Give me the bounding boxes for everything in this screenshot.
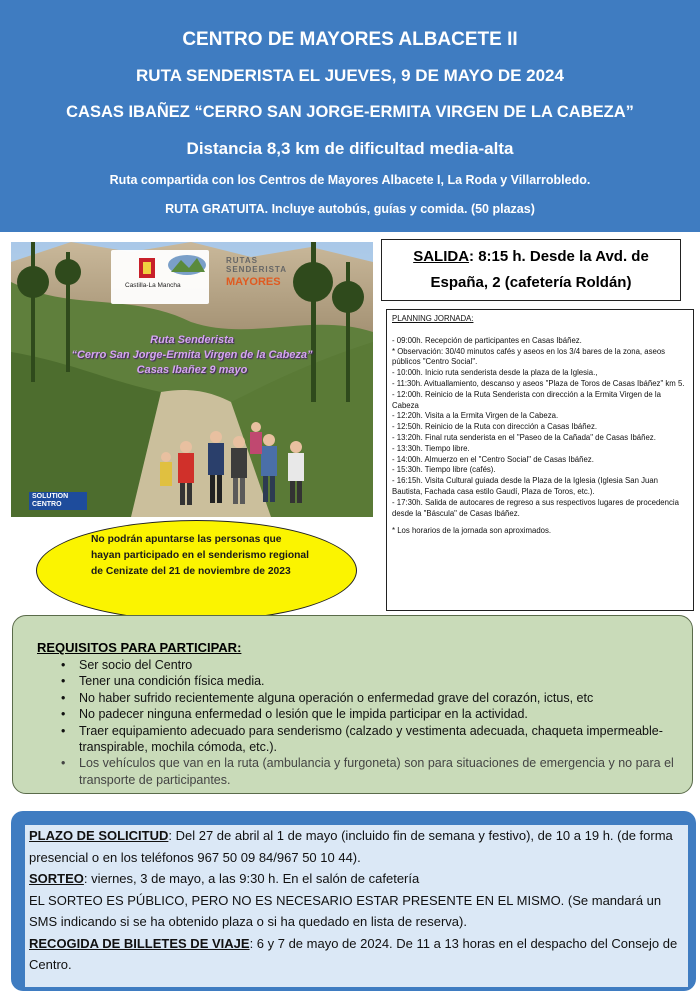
requirement-item: • Los vehículos que van en la ruta (ambulancia y furgoneta) son para situaciones de emergencia y no para el transporte de participantes. bbox=[57, 755, 687, 788]
requirement-item: • Ser socio del Centro bbox=[57, 657, 687, 673]
draw-info bbox=[29, 868, 689, 890]
free-route-text: RUTA GRATUITA. Incluye autobús, guías y comida. (50 plazas) bbox=[165, 202, 535, 216]
planning-item: * Observación: 30/40 minutos cafés y aseos en los 3/4 bares de la zona, aseos públicos "Centro Social". bbox=[392, 346, 666, 367]
ticket-pickup-label: RECOGIDA DE BILLETES DE VIAJE bbox=[29, 935, 250, 951]
route-name-title: CASAS IBAÑEZ “CERRO SAN JORGE-ERMITA VIRGEN DE LA CABEZA” bbox=[66, 103, 634, 121]
planning-note: * Los horarios de la jornada son aproximados. bbox=[392, 526, 552, 536]
logo-rutas-word: RUTAS bbox=[226, 256, 258, 265]
application-info-text bbox=[29, 825, 689, 976]
restriction-notice bbox=[36, 520, 357, 621]
rutas-mountain-logo-icon bbox=[167, 254, 207, 276]
shared-route-text: Ruta compartida con los Centros de Mayores Albacete I, La Roda y Villarrobledo. bbox=[109, 173, 591, 187]
requirement-item: • Tener una condición física media. bbox=[57, 673, 687, 689]
application-info-inner bbox=[25, 825, 688, 987]
castilla-la-mancha-logo-text: Castilla-La Mancha bbox=[125, 282, 181, 289]
planning-item: - 17:30h. Salida de autocares de regreso a sus respectivos lugares de procedencia desde la "Báscula" de Casas Ibáñez. bbox=[392, 497, 679, 518]
requirements-list bbox=[57, 657, 687, 788]
header-banner bbox=[0, 0, 700, 232]
requirement-item: • No padecer ninguna enfermedad o lesión que le impida participar en la actividad. bbox=[57, 706, 687, 722]
rutas-senderista-logo bbox=[226, 256, 306, 288]
requirement-item: • Traer equipamiento adecuado para senderismo (calzado y vestimenta adecuada, chaqueta impermeable-transpirable, mochila cómoda, etc.). bbox=[57, 723, 687, 756]
departure-line2: España, 2 (cafetería Roldán) bbox=[430, 274, 632, 291]
route-date-title: RUTA SENDERISTA EL JUEVES, 9 DE MAYO DE 2024 bbox=[136, 66, 564, 85]
draw-public-note: EL SORTEO ES PÚBLICO, PERO NO ES NECESARIO ESTAR PRESENTE EN EL MISMO. (Se mandará un SMS indicando si se ha obtenido plaza o si ha quedado en lista de reserva). bbox=[29, 892, 662, 929]
planning-item: - 12:20h. Visita a la Ermita Virgen de la Cabeza. bbox=[392, 411, 559, 421]
requirement-item: • No haber sufrido recientemente alguna operación o enfermedad grave del corazón, ictus, etc bbox=[57, 690, 687, 706]
hiking-photo bbox=[11, 242, 373, 517]
planning-item: - 11:30h. Avituallamiento, descanso y aseos "Plaza de Toros de Casas Ibáñez" km 5. bbox=[392, 378, 685, 388]
photo-overlay-line1: Ruta Senderista bbox=[150, 334, 234, 346]
application-deadline bbox=[29, 825, 689, 868]
deadline-text: : Del 27 de abril al 1 de mayo (incluido fin de semana y festivo), de 10 a 19 h. (de forma presencial o en los teléfonos 967 50 09 84/967 50 10 44). bbox=[29, 828, 673, 865]
solution-logo: SOLUTION CENTRO bbox=[29, 492, 87, 510]
application-info-panel bbox=[11, 811, 696, 991]
departure-box bbox=[381, 239, 681, 301]
center-title: CENTRO DE MAYORES ALBACETE II bbox=[182, 29, 518, 50]
planning-item: - 12:50h. Reinicio de la Ruta con dirección a Casas Ibáñez. bbox=[392, 422, 598, 432]
distance-text: Distancia 8,3 km de dificultad media-alta bbox=[186, 139, 514, 158]
planning-box bbox=[386, 309, 694, 611]
castilla-la-mancha-emblem-icon bbox=[137, 256, 157, 280]
requirements-box bbox=[12, 615, 693, 794]
logo-senderista-word: SENDERISTA bbox=[226, 265, 287, 274]
logo-mayores-word: MAYORES bbox=[226, 276, 281, 288]
requirements-title: REQUISITOS PARA PARTICIPAR: bbox=[37, 640, 242, 655]
ticket-pickup-text: : 6 y 7 de mayo de 2024. De 11 a 13 horas en el despacho del Consejo de Centro. bbox=[29, 935, 678, 972]
departure-line1-rest: : 8:15 h. Desde la Avd. de bbox=[469, 248, 649, 265]
photo-overlay-line3: Casas Ibañez 9 mayo bbox=[136, 364, 248, 376]
planning-item: - 13:30h. Tiempo libre. bbox=[392, 443, 470, 453]
planning-item: - 15:30h. Tiempo libre (cafés). bbox=[392, 465, 496, 475]
planning-title: PLANNING JORNADA: bbox=[392, 314, 474, 323]
planning-item: - 10:00h. Inicio ruta senderista desde la plaza de la Iglesia., bbox=[392, 368, 598, 378]
logos-panel bbox=[111, 250, 209, 304]
departure-label: SALIDA bbox=[413, 248, 470, 265]
draw-text: : viernes, 3 de mayo, a las 9:30 h. En el salón de cafetería bbox=[83, 871, 420, 886]
planning-item: - 09:00h. Recepción de participantes en Casas Ibáñez. bbox=[392, 335, 582, 345]
planning-item: - 13:20h. Final ruta senderista en el "Paseo de la Cañada" de Casas Ibáñez. bbox=[392, 432, 656, 442]
deadline-label: PLAZO DE SOLICITUD bbox=[29, 828, 169, 843]
restriction-notice-text: No podrán apuntarse las personas que hayan participado en el senderismo regional de Cenizate del 21 de noviembre de 2023 bbox=[91, 534, 310, 577]
draw-label: SORTEO bbox=[29, 871, 84, 886]
photo-overlay-line2: “Cerro San Jorge-Ermita Virgen de la Cabeza” bbox=[71, 349, 313, 361]
departure-line1 bbox=[382, 244, 680, 270]
planning-item: - 12:00h. Reinicio de la Ruta Senderista con dirección a la Ermita Virgen de la Cabeza bbox=[392, 389, 662, 410]
planning-item: - 16:15h. Visita Cultural guiada desde la Plaza de la Iglesia (Iglesia San Juan Bautista, Fachada casa estilo Gaudí, Plaza de Toros, etc.). bbox=[392, 476, 658, 496]
planning-item: - 14:00h. Almuerzo en el "Centro Social" de Casas Ibáñez. bbox=[392, 454, 594, 464]
ticket-pickup bbox=[29, 933, 689, 976]
